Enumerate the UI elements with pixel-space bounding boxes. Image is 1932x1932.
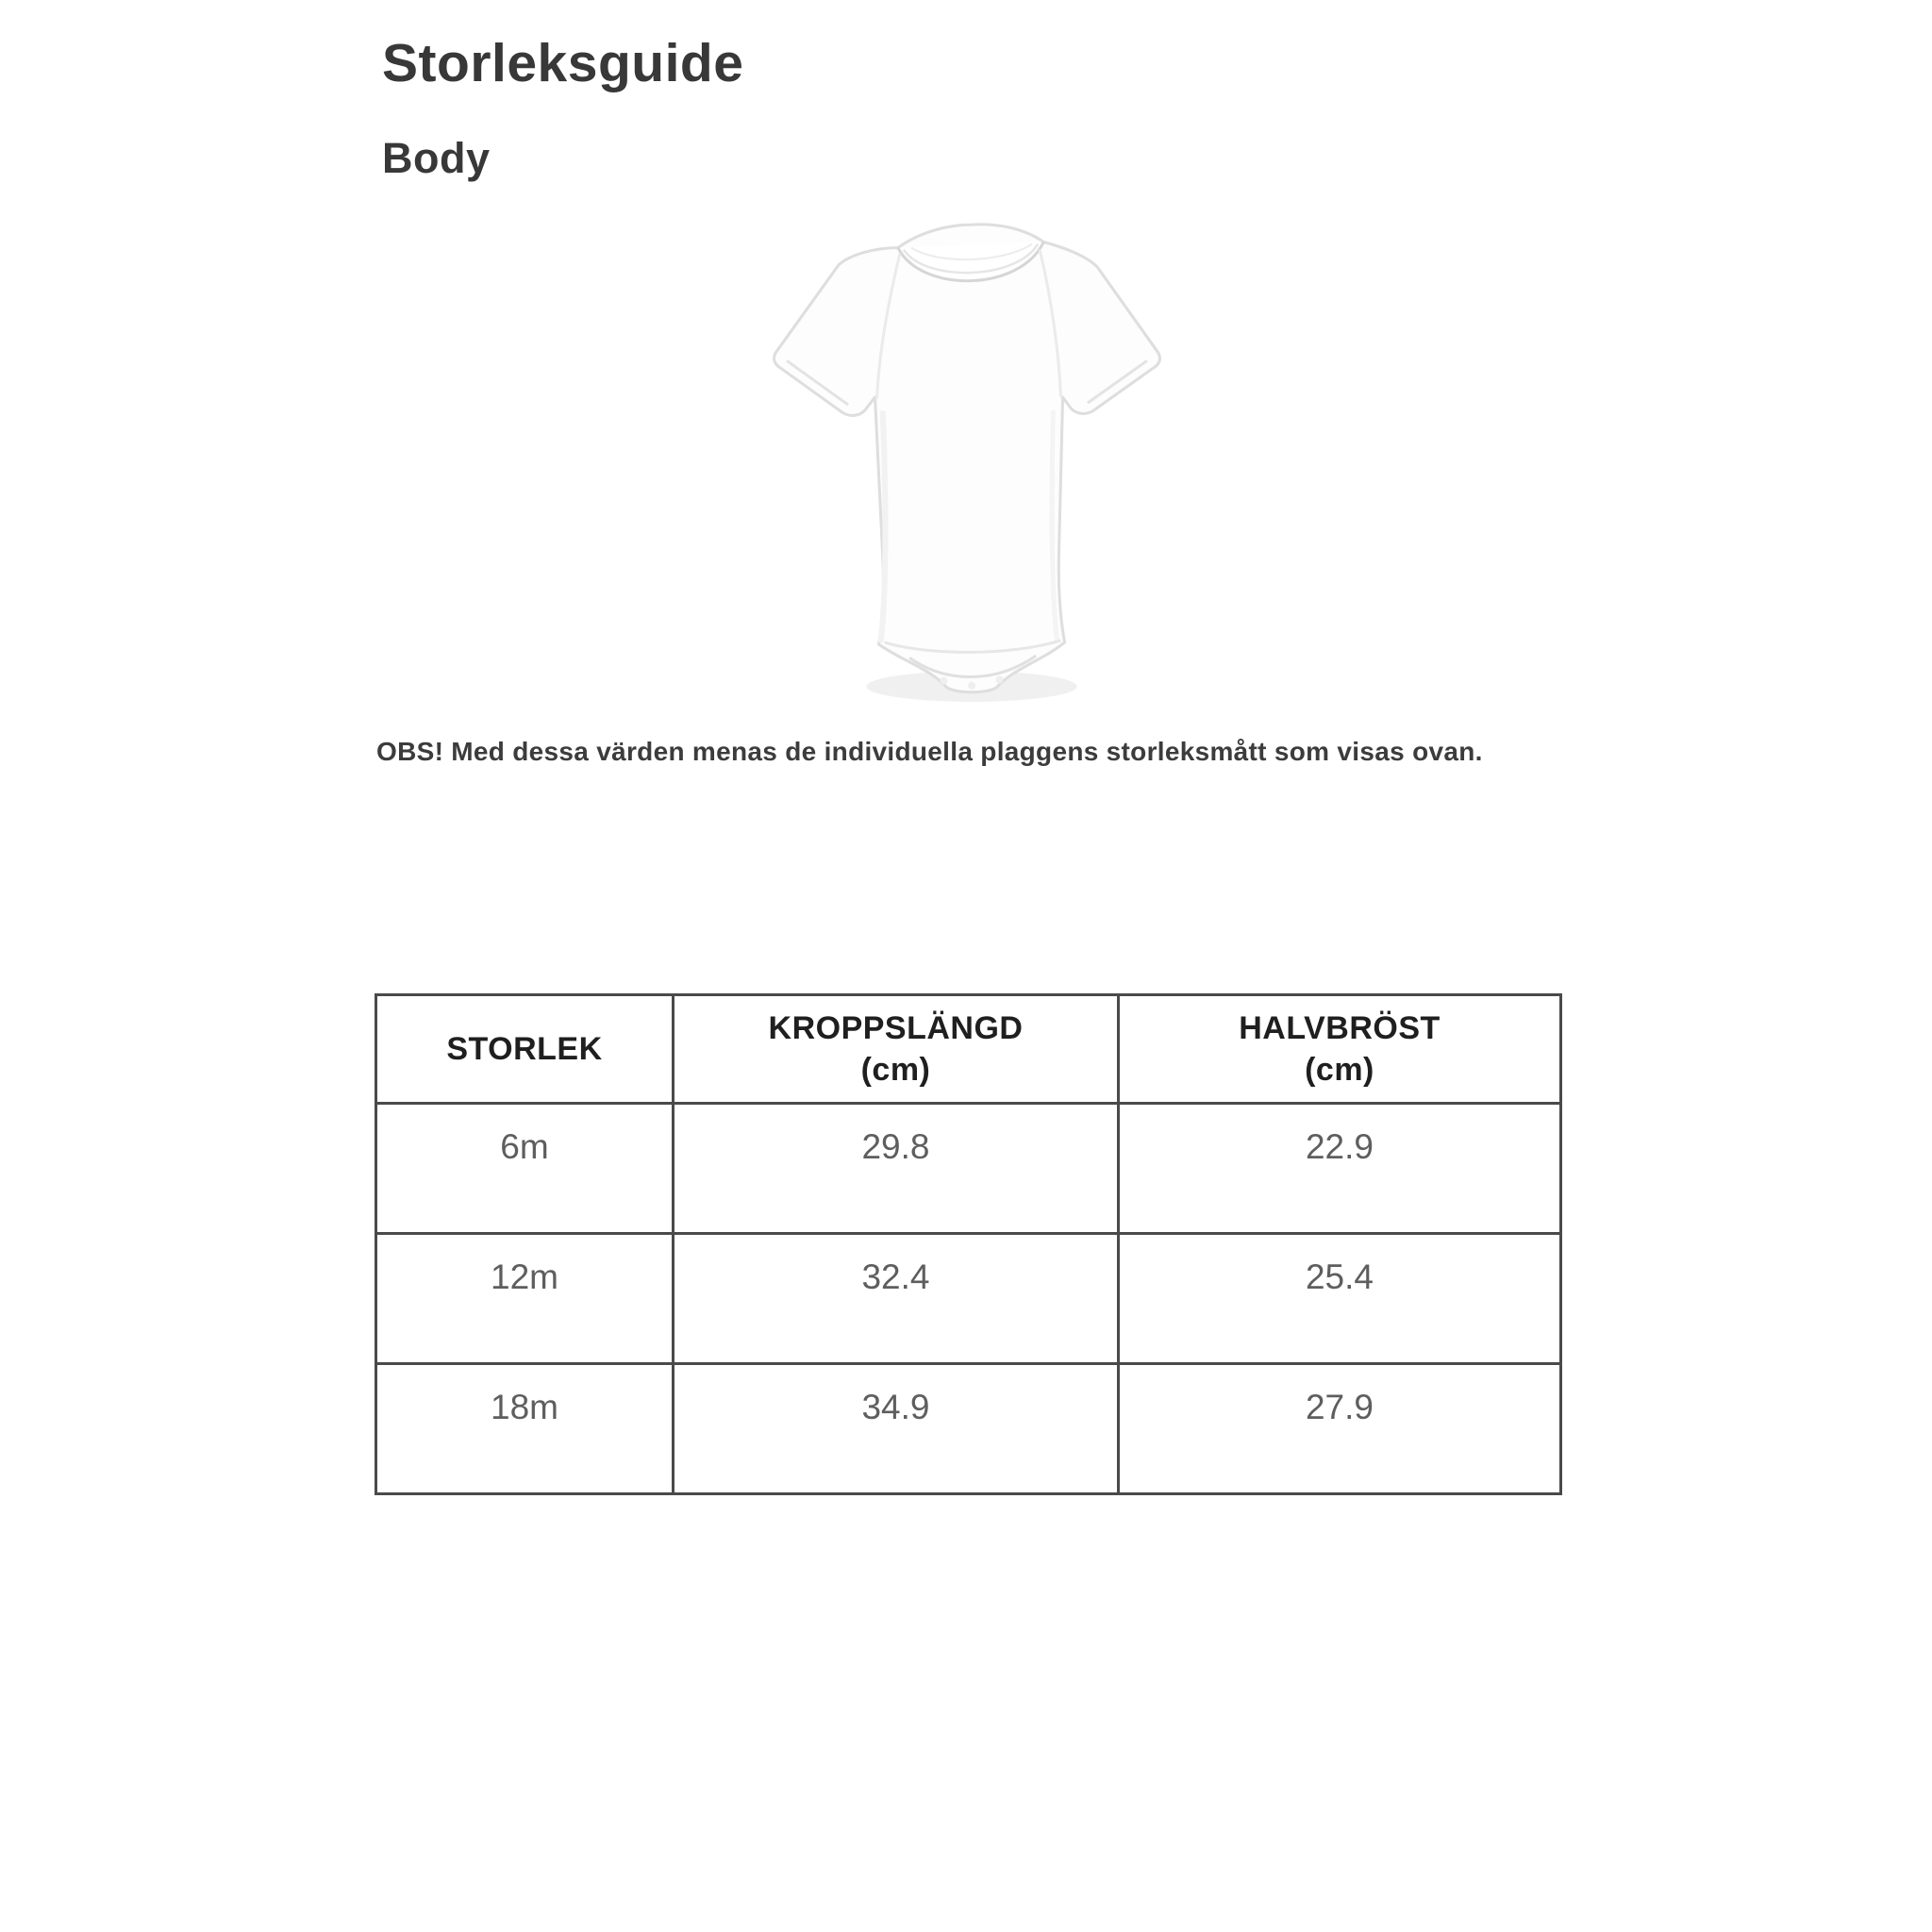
baby-bodysuit-illustration — [755, 209, 1179, 708]
column-header-kroppslangd — [674, 995, 1119, 1104]
column-header-unit: (cm) — [860, 1052, 931, 1088]
table-row-12m — [376, 1234, 1561, 1364]
half-chest-cell: 22.9 — [1119, 1104, 1561, 1234]
page-title: Storleksguide — [382, 33, 744, 93]
column-header-halvbrost — [1119, 995, 1561, 1104]
column-header-unit: (cm) — [1305, 1052, 1374, 1088]
half-chest-cell: 25.4 — [1119, 1234, 1561, 1364]
column-header-label: KROPPSLÄNGD — [768, 1009, 1024, 1046]
size-table-body — [376, 1104, 1561, 1494]
table-row-18m — [376, 1364, 1561, 1494]
body-length-cell: 34.9 — [674, 1364, 1119, 1494]
body-length-cell: 29.8 — [674, 1104, 1119, 1234]
measurement-note: OBS! Med dessa värden menas de individuella plaggens storleksmått som visas ovan. — [376, 737, 1483, 766]
column-header-storlek — [376, 995, 674, 1104]
size-table-header — [376, 995, 1561, 1104]
column-header-label: HALVBRÖST — [1239, 1009, 1441, 1046]
baby-bodysuit-image — [755, 209, 1179, 708]
size-cell: 12m — [376, 1234, 674, 1364]
header-row — [376, 995, 1561, 1104]
size-cell: 18m — [376, 1364, 674, 1494]
body-length-cell: 32.4 — [674, 1234, 1119, 1364]
table-row-6m — [376, 1104, 1561, 1234]
size-guide-table — [375, 993, 1562, 1495]
column-header-label: STORLEK — [446, 1030, 603, 1067]
product-type-subtitle: Body — [382, 134, 491, 182]
half-chest-cell: 27.9 — [1119, 1364, 1561, 1494]
size-cell: 6m — [376, 1104, 674, 1234]
